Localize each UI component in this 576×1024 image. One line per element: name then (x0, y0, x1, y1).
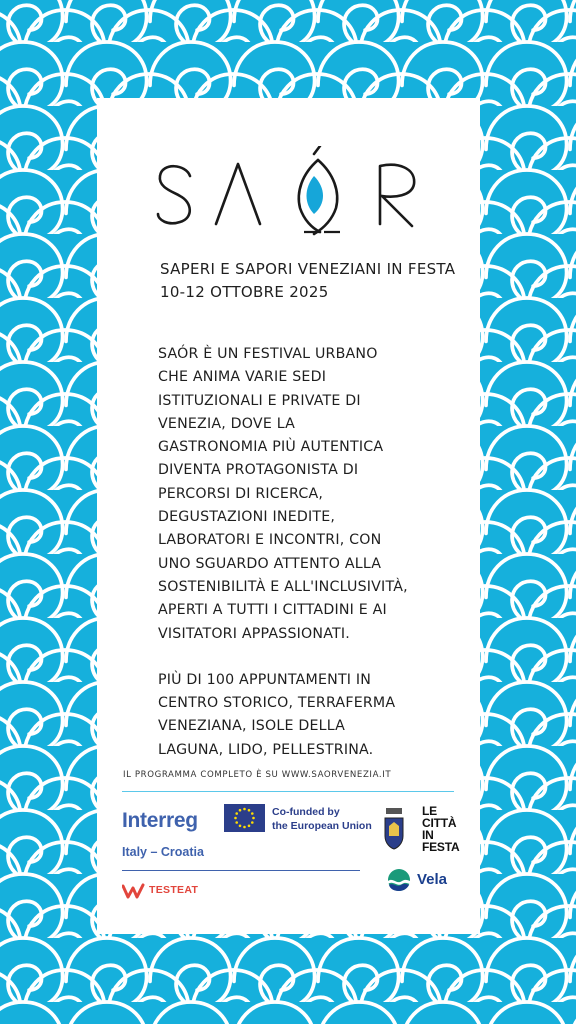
description-line: DIVENTA PROTAGONISTA DI (158, 462, 359, 479)
description-line: CHE ANIMA VARIE SEDI (158, 369, 327, 386)
description-line: UNO SGUARDO ATTENTO ALLA (158, 555, 382, 572)
eu-cofunded-text (272, 805, 372, 833)
info-card (97, 98, 480, 934)
description-line: SOSTENIBILITÀ E ALL'INCLUSIVITÀ, (158, 578, 408, 595)
description-line: VENEZIA, DOVE LA (158, 415, 296, 432)
saor-logo (154, 146, 419, 241)
description-line: ISTITUZIONALI E PRIVATE DI (158, 392, 361, 409)
eu-text-line-1: Co-funded by (272, 806, 340, 818)
festival-subtitle (160, 258, 470, 304)
vela-logo-icon (387, 868, 411, 892)
citta-in-festa-logo (422, 805, 459, 853)
vela-label: Vela (417, 871, 448, 888)
fish-logo-icon (299, 146, 340, 234)
description-line: DEGUSTAZIONI INEDITE, (158, 509, 336, 526)
testeat-logo-icon (122, 883, 145, 899)
program-website-text[interactable]: IL PROGRAMMA COMPLETO È SU WWW.SAORVENEZIA.IT (123, 770, 392, 780)
description-line: VISITATORI APPASSIONATI. (158, 625, 350, 642)
description-line: CENTRO STORICO, TERRAFERMA (158, 695, 396, 712)
description-line: LAGUNA, LIDO, PELLESTRINA. (158, 741, 374, 758)
subtitle-line-2: 10-12 OTTOBRE 2025 (160, 283, 329, 301)
interreg-divider (122, 870, 360, 871)
subtitle-line-1: SAPERI E SAPORI VENEZIANI IN FESTA (160, 260, 456, 278)
testeat-label: TESTEAT (149, 884, 199, 896)
description-line: APERTI A TUTTI I CITTADINI E AI (158, 602, 387, 619)
festival-description (158, 343, 476, 762)
description-line: GASTRONOMIA PIÙ AUTENTICA (158, 439, 384, 456)
citta-line-1: LE (422, 804, 437, 818)
description-line: VENEZIANA, ISOLE DELLA (158, 718, 346, 735)
citta-line-2: CITTÀ (422, 816, 457, 830)
citta-line-3: IN (422, 828, 434, 842)
interreg-logo: Interreg (122, 809, 198, 832)
description-line: PERCORSI DI RICERCA, (158, 485, 324, 502)
footer-divider (122, 791, 454, 792)
citta-line-4: FESTA (422, 840, 460, 854)
description-line: PIÙ DI 100 APPUNTAMENTI IN (158, 671, 372, 688)
description-line: SAÓR È UN FESTIVAL URBANO (158, 346, 378, 362)
italy-croatia-label: Italy – Croatia (122, 845, 204, 859)
eu-text-line-2: the European Union (272, 820, 372, 832)
eu-flag-icon (224, 804, 265, 832)
description-line: LABORATORI E INCONTRI, CON (158, 532, 382, 549)
venezia-crest-icon (383, 806, 405, 850)
